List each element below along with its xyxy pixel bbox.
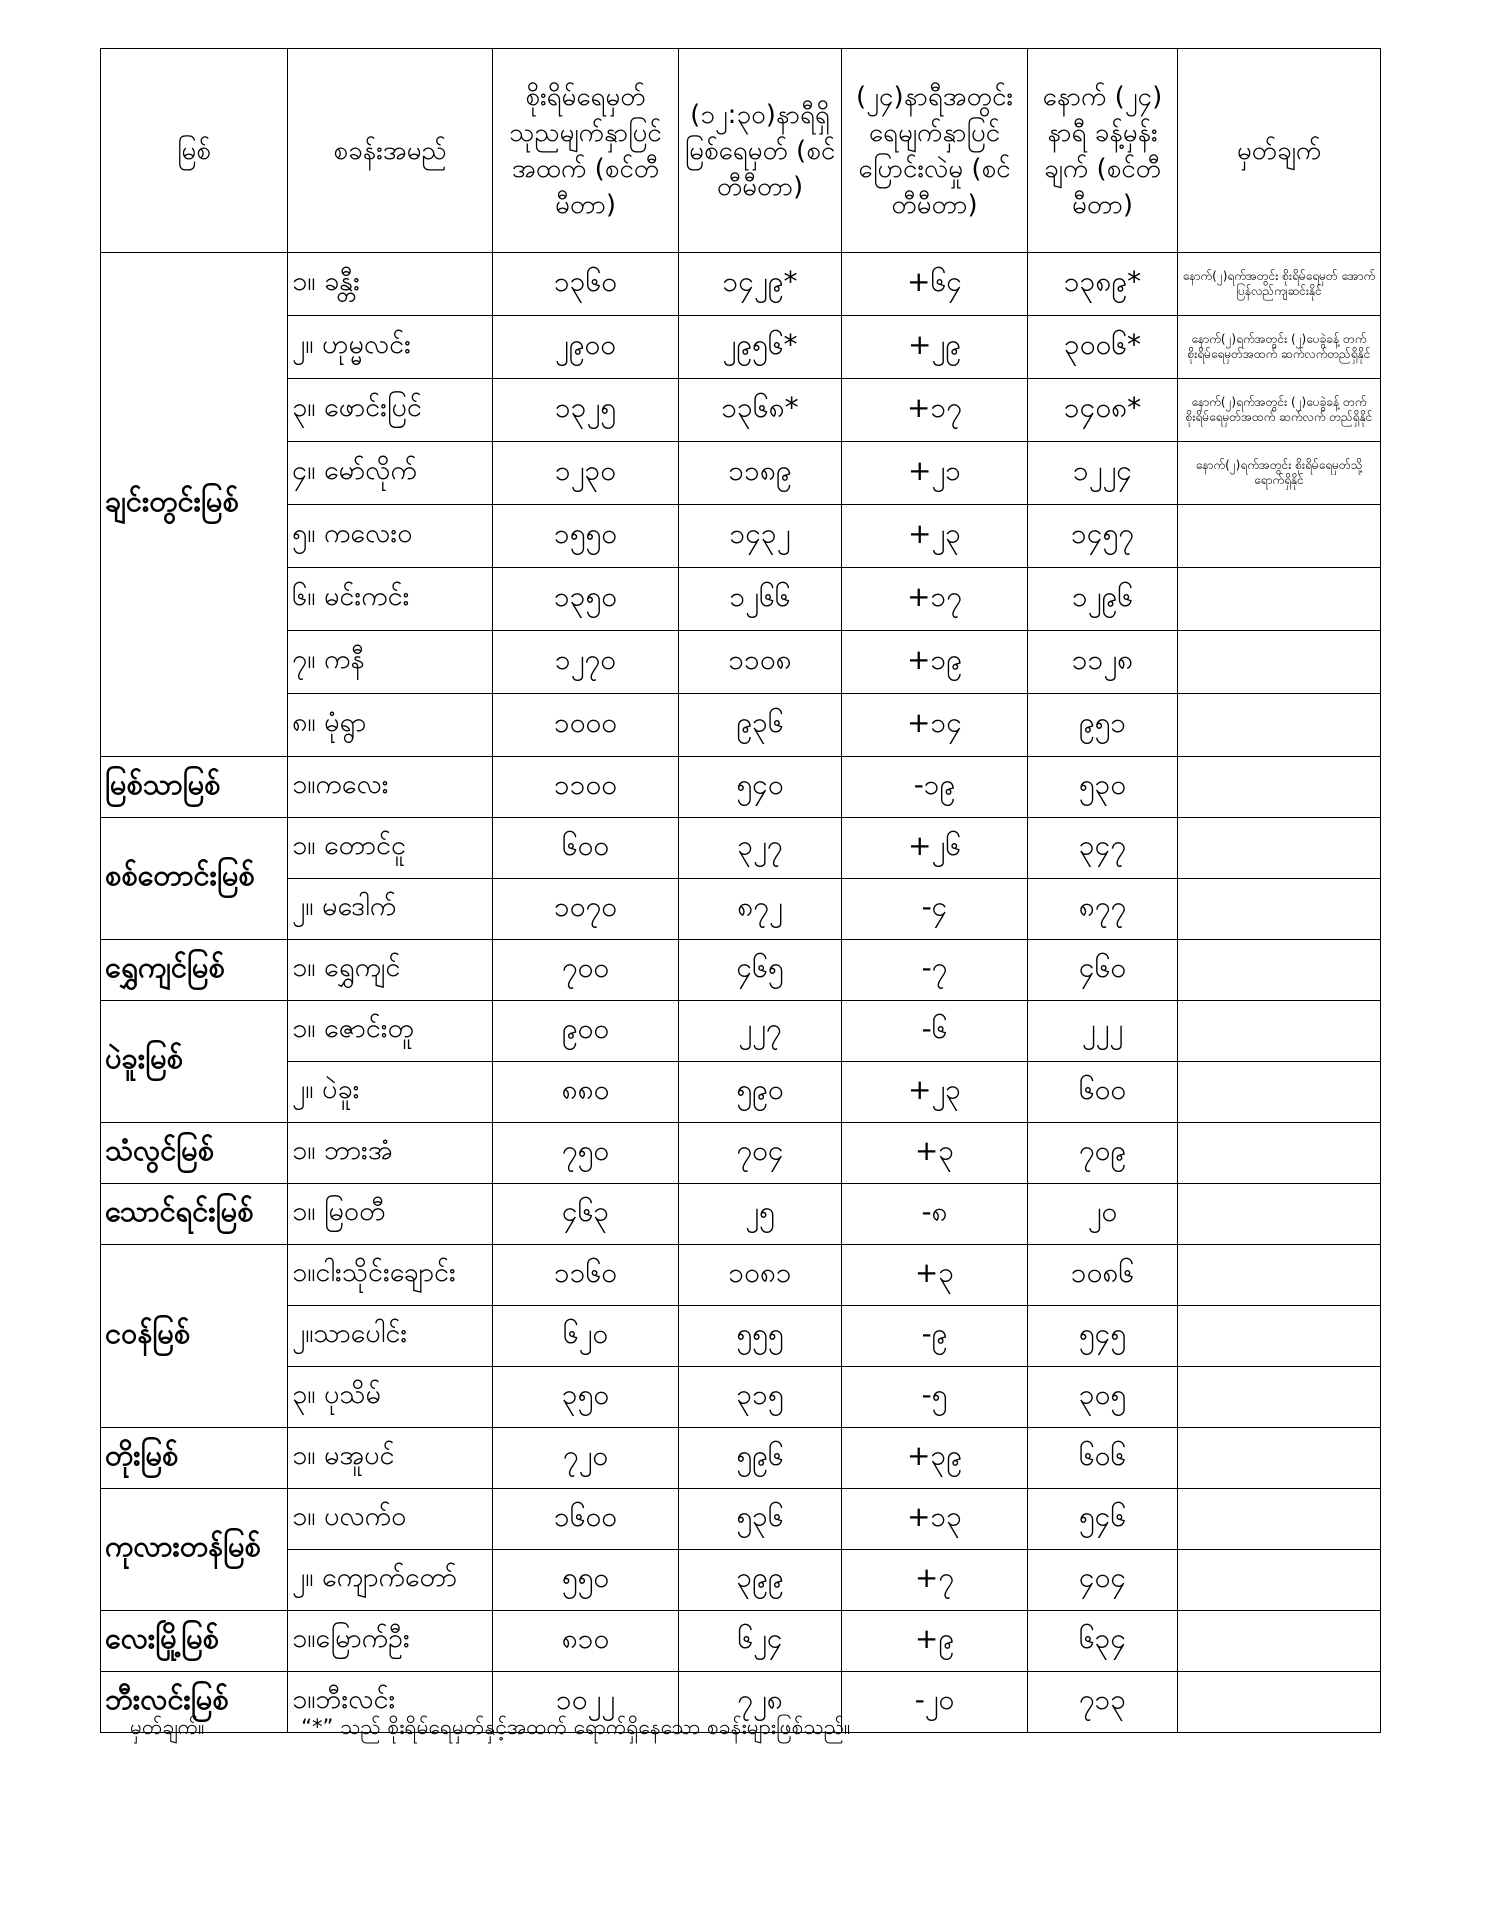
forecast-cell: ၆၀၀ xyxy=(1028,1062,1178,1123)
remark-cell xyxy=(1178,1062,1381,1123)
remark-cell xyxy=(1178,568,1381,631)
station-cell: ၁။ ခန္တီး xyxy=(288,253,493,316)
forecast-cell: ၁၄၅၇ xyxy=(1028,505,1178,568)
danger-level-cell: ၆၂၀ xyxy=(493,1306,679,1367)
current-level-cell: ၃၂၇ xyxy=(679,818,842,879)
forecast-cell: ၂၂၂ xyxy=(1028,1001,1178,1062)
forecast-cell: ၆၀၆ xyxy=(1028,1428,1178,1489)
river-name-cell: ချင်းတွင်းမြစ် xyxy=(101,253,288,757)
table-row xyxy=(101,1367,1381,1428)
station-cell: ၁။ ရွှေကျင် xyxy=(288,940,493,1001)
table-row xyxy=(101,1123,1381,1184)
forecast-cell: ၁၁၂၈ xyxy=(1028,631,1178,694)
change-cell: +၂၃ xyxy=(842,505,1028,568)
change-cell: +၂၃ xyxy=(842,1062,1028,1123)
danger-level-cell: ၂၉၀၀ xyxy=(493,316,679,379)
change-cell: +၁၇ xyxy=(842,568,1028,631)
table-row xyxy=(101,694,1381,757)
change-cell: +၁၉ xyxy=(842,631,1028,694)
current-level-cell: ၂၅ xyxy=(679,1184,842,1245)
remark-cell xyxy=(1178,940,1381,1001)
current-level-cell: ၅၉၀ xyxy=(679,1062,842,1123)
remark-cell: နောက်(၂)ရက်အတွင်း (၂)ပေခွဲခန့် တက် စိုးရိမ်ရေမှတ်အထက် ဆက်လက်တည်ရှိနိုင် xyxy=(1178,316,1381,379)
remark-cell xyxy=(1178,694,1381,757)
change-cell: +၁၃ xyxy=(842,1489,1028,1550)
table-row xyxy=(101,1001,1381,1062)
station-cell: ၁။ကလေး xyxy=(288,757,493,818)
change-cell: -၄ xyxy=(842,879,1028,940)
station-cell: ၆။ မင်းကင်း xyxy=(288,568,493,631)
table-row xyxy=(101,568,1381,631)
danger-level-cell: ၁၂၇၀ xyxy=(493,631,679,694)
remark-cell xyxy=(1178,1306,1381,1367)
danger-level-cell: ၁၂၃၀ xyxy=(493,442,679,505)
table-row xyxy=(101,1550,1381,1611)
table-row xyxy=(101,505,1381,568)
current-level-cell: ၂၂၇ xyxy=(679,1001,842,1062)
current-level-cell: ၅၅၅ xyxy=(679,1306,842,1367)
table-row xyxy=(101,442,1381,505)
remark-cell: နောက်(၂)ရက်အတွင်း (၂)ပေခွဲခန့် တက် စိုးရိမ်ရေမှတ်အထက် ဆက်လက် တည်ရှိနိုင် xyxy=(1178,379,1381,442)
station-cell: ၂။ မဒေါက် xyxy=(288,879,493,940)
table-row xyxy=(101,879,1381,940)
current-level-cell: ၅၉၆ xyxy=(679,1428,842,1489)
forecast-cell: ၃၄၇ xyxy=(1028,818,1178,879)
change-cell: -၂၀ xyxy=(842,1672,1028,1733)
station-cell: ၁။ငါးသိုင်းချောင်း xyxy=(288,1245,493,1306)
danger-level-cell: ၃၅၀ xyxy=(493,1367,679,1428)
remark-cell xyxy=(1178,1672,1381,1733)
river-name-cell: ပဲခူးမြစ် xyxy=(101,1001,288,1123)
header-current-level: (၁၂:၃၀)နာရီရှိ မြစ်ရေမှတ် (စင်တီမီတာ) xyxy=(679,49,842,253)
current-level-cell: ၅၄၀ xyxy=(679,757,842,818)
change-cell: +၂၁ xyxy=(842,442,1028,505)
station-cell: ၁။ ပလက်ဝ xyxy=(288,1489,493,1550)
danger-level-cell: ၈၁၀ xyxy=(493,1611,679,1672)
remark-cell xyxy=(1178,1611,1381,1672)
danger-level-cell: ၁၀၀၀ xyxy=(493,694,679,757)
remark-cell xyxy=(1178,1428,1381,1489)
change-cell: +၃၉ xyxy=(842,1428,1028,1489)
river-name-cell: သောင်ရင်းမြစ် xyxy=(101,1184,288,1245)
danger-level-cell: ၆၀၀ xyxy=(493,818,679,879)
forecast-cell: ၁၄၀၈* xyxy=(1028,379,1178,442)
forecast-cell: ၅၃၀ xyxy=(1028,757,1178,818)
forecast-cell: ၁၀၈၆ xyxy=(1028,1245,1178,1306)
remark-cell xyxy=(1178,818,1381,879)
danger-level-cell: ၁၁၀၀ xyxy=(493,757,679,818)
forecast-cell: ၁၂၉၆ xyxy=(1028,568,1178,631)
current-level-cell: ၈၇၂ xyxy=(679,879,842,940)
danger-level-cell: ၁၃၅၀ xyxy=(493,568,679,631)
header-change-24h: (၂၄)နာရီအတွင်း ရေမျက်နှာပြင် ပြောင်းလဲမှု (စင်တီမီတာ) xyxy=(842,49,1028,253)
danger-level-cell: ၇၀၀ xyxy=(493,940,679,1001)
current-level-cell: ၁၀၈၁ xyxy=(679,1245,842,1306)
forecast-cell: ၃၀၀၆* xyxy=(1028,316,1178,379)
header-forecast: နောက် (၂၄) နာရီ ခန့်မှန်းချက် (စင်တီမီတာ) xyxy=(1028,49,1178,253)
river-level-table xyxy=(100,48,1381,1733)
table-row xyxy=(101,1611,1381,1672)
header-row xyxy=(101,49,1381,253)
station-cell: ၂။ ပဲခူး xyxy=(288,1062,493,1123)
station-cell: ၇။ ကနီ xyxy=(288,631,493,694)
change-cell: -၅ xyxy=(842,1367,1028,1428)
river-name-cell: သံလွင်မြစ် xyxy=(101,1123,288,1184)
table-row xyxy=(101,1306,1381,1367)
danger-level-cell: ၁၀၇၀ xyxy=(493,879,679,940)
footnote-label: မှတ်ချက်။ xyxy=(130,1715,205,1739)
header-danger-level: စိုးရိမ်ရေမှတ် သုညမျက်နှာပြင် အထက် (စင်တီမီတာ) xyxy=(493,49,679,253)
current-level-cell: ၁၂၆၆ xyxy=(679,568,842,631)
remark-cell xyxy=(1178,1184,1381,1245)
danger-level-cell: ၁၆၀၀ xyxy=(493,1489,679,1550)
forecast-cell: ၈၇၇ xyxy=(1028,879,1178,940)
danger-level-cell: ၇၅၀ xyxy=(493,1123,679,1184)
station-cell: ၁။ဘီးလင်း xyxy=(288,1672,493,1733)
footnote-text: “*” သည် စိုးရိမ်ရေမှတ်နှင့်အထက် ရောက်ရှိနေသော စခန်းများဖြစ်သည်။ xyxy=(301,1715,851,1739)
remark-cell xyxy=(1178,505,1381,568)
remark-cell xyxy=(1178,1001,1381,1062)
current-level-cell: ၁၄၃၂ xyxy=(679,505,842,568)
current-level-cell: ၉၃၆ xyxy=(679,694,842,757)
danger-level-cell: ၉၀၀ xyxy=(493,1001,679,1062)
station-cell: ၂။ ဟုမ္မလင်း xyxy=(288,316,493,379)
river-name-cell: စစ်တောင်းမြစ် xyxy=(101,818,288,940)
river-name-cell: ငဝန်မြစ် xyxy=(101,1245,288,1428)
current-level-cell: ၄၆၅ xyxy=(679,940,842,1001)
danger-level-cell: ၁၁၆၀ xyxy=(493,1245,679,1306)
river-name-cell: လေးမြို့မြစ် xyxy=(101,1611,288,1672)
current-level-cell: ၂၉၅၆* xyxy=(679,316,842,379)
forecast-cell: ၁၃၈၉* xyxy=(1028,253,1178,316)
header-river: မြစ် xyxy=(101,49,288,253)
river-name-cell: ရွှေကျင်မြစ် xyxy=(101,940,288,1001)
current-level-cell: ၁၁၈၉ xyxy=(679,442,842,505)
current-level-cell: ၆၂၄ xyxy=(679,1611,842,1672)
remark-cell xyxy=(1178,1123,1381,1184)
change-cell: +၇ xyxy=(842,1550,1028,1611)
current-level-cell: ၁၄၂၉* xyxy=(679,253,842,316)
station-cell: ၁။ ဇောင်းတူ xyxy=(288,1001,493,1062)
change-cell: +၃ xyxy=(842,1245,1028,1306)
current-level-cell: ၃၁၅ xyxy=(679,1367,842,1428)
header-remarks: မှတ်ချက် xyxy=(1178,49,1381,253)
change-cell: -၁၉ xyxy=(842,757,1028,818)
station-cell: ၈။ မုံရွာ xyxy=(288,694,493,757)
station-cell: ၂။သာပေါင်း xyxy=(288,1306,493,1367)
remark-cell xyxy=(1178,757,1381,818)
table-row xyxy=(101,631,1381,694)
change-cell: +၁၄ xyxy=(842,694,1028,757)
forecast-cell: ၄၀၄ xyxy=(1028,1550,1178,1611)
remark-cell xyxy=(1178,1489,1381,1550)
current-level-cell: ၃၉၉ xyxy=(679,1550,842,1611)
table-row xyxy=(101,1245,1381,1306)
danger-level-cell: ၁၅၅၀ xyxy=(493,505,679,568)
remark-cell xyxy=(1178,879,1381,940)
change-cell: -၇ xyxy=(842,940,1028,1001)
remark-cell xyxy=(1178,1245,1381,1306)
current-level-cell: ၇၂၈ xyxy=(679,1672,842,1733)
change-cell: +၃ xyxy=(842,1123,1028,1184)
current-level-cell: ၁၃၆၈* xyxy=(679,379,842,442)
station-cell: ၁။ မြဝတီ xyxy=(288,1184,493,1245)
forecast-cell: ၄၆၀ xyxy=(1028,940,1178,1001)
change-cell: +၉ xyxy=(842,1611,1028,1672)
remark-cell xyxy=(1178,1367,1381,1428)
table-row xyxy=(101,1489,1381,1550)
remark-cell xyxy=(1178,631,1381,694)
table-row xyxy=(101,316,1381,379)
table-row xyxy=(101,940,1381,1001)
table-row xyxy=(101,1184,1381,1245)
river-name-cell: ဘီးလင်းမြစ် xyxy=(101,1672,288,1733)
forecast-cell: ၉၅၁ xyxy=(1028,694,1178,757)
river-name-cell: မြစ်သာမြစ် xyxy=(101,757,288,818)
table-row xyxy=(101,1428,1381,1489)
footnote xyxy=(130,1714,850,1745)
remark-cell xyxy=(1178,1550,1381,1611)
station-cell: ၄။ မော်လိုက် xyxy=(288,442,493,505)
change-cell: +၂၉ xyxy=(842,316,1028,379)
forecast-cell: ၇၁၃ xyxy=(1028,1672,1178,1733)
station-cell: ၁။ ဘားအံ xyxy=(288,1123,493,1184)
danger-level-cell: ၈၈၀ xyxy=(493,1062,679,1123)
change-cell: +၂၆ xyxy=(842,818,1028,879)
current-level-cell: ၁၁၀၈ xyxy=(679,631,842,694)
danger-level-cell: ၄၆၃ xyxy=(493,1184,679,1245)
forecast-cell: ၃၀၅ xyxy=(1028,1367,1178,1428)
station-cell: ၂။ ကျောက်တော် xyxy=(288,1550,493,1611)
forecast-cell: ၆၃၄ xyxy=(1028,1611,1178,1672)
table-row xyxy=(101,253,1381,316)
danger-level-cell: ၁၃၂၅ xyxy=(493,379,679,442)
remark-cell: နောက်(၂)ရက်အတွင်း စိုးရိမ်ရေမှတ် အောက် ပြန်လည်ကျဆင်းနိုင် xyxy=(1178,253,1381,316)
current-level-cell: ၇၀၄ xyxy=(679,1123,842,1184)
current-level-cell: ၅၃၆ xyxy=(679,1489,842,1550)
station-cell: ၃။ ပုသိမ် xyxy=(288,1367,493,1428)
danger-level-cell: ၁၃၆၀ xyxy=(493,253,679,316)
change-cell: -၉ xyxy=(842,1306,1028,1367)
station-cell: ၁။ တောင်ငူ xyxy=(288,818,493,879)
forecast-cell: ၂၀ xyxy=(1028,1184,1178,1245)
remark-cell: နောက်(၂)ရက်အတွင်း စိုးရိမ်ရေမှတ်သို့ ရောက်ရှိနိုင် xyxy=(1178,442,1381,505)
table-row xyxy=(101,757,1381,818)
table-row xyxy=(101,1062,1381,1123)
river-name-cell: တိုးမြစ် xyxy=(101,1428,288,1489)
station-cell: ၅။ ကလေးဝ xyxy=(288,505,493,568)
table-row xyxy=(101,379,1381,442)
danger-level-cell: ၁၀၂၂ xyxy=(493,1672,679,1733)
forecast-cell: ၁၂၂၄ xyxy=(1028,442,1178,505)
station-cell: ၃။ ဖောင်းပြင် xyxy=(288,379,493,442)
change-cell: +၁၇ xyxy=(842,379,1028,442)
change-cell: -၆ xyxy=(842,1001,1028,1062)
forecast-cell: ၇၀၉ xyxy=(1028,1123,1178,1184)
station-cell: ၁။မြောက်ဦး xyxy=(288,1611,493,1672)
station-cell: ၁။ မအူပင် xyxy=(288,1428,493,1489)
danger-level-cell: ၅၅၀ xyxy=(493,1550,679,1611)
forecast-cell: ၅၄၅ xyxy=(1028,1306,1178,1367)
danger-level-cell: ၇၂၀ xyxy=(493,1428,679,1489)
change-cell: -၈ xyxy=(842,1184,1028,1245)
change-cell: +၆၄ xyxy=(842,253,1028,316)
table-row xyxy=(101,818,1381,879)
river-name-cell: ကုလားတန်မြစ် xyxy=(101,1489,288,1611)
forecast-cell: ၅၄၆ xyxy=(1028,1489,1178,1550)
header-station: စခန်းအမည် xyxy=(288,49,493,253)
